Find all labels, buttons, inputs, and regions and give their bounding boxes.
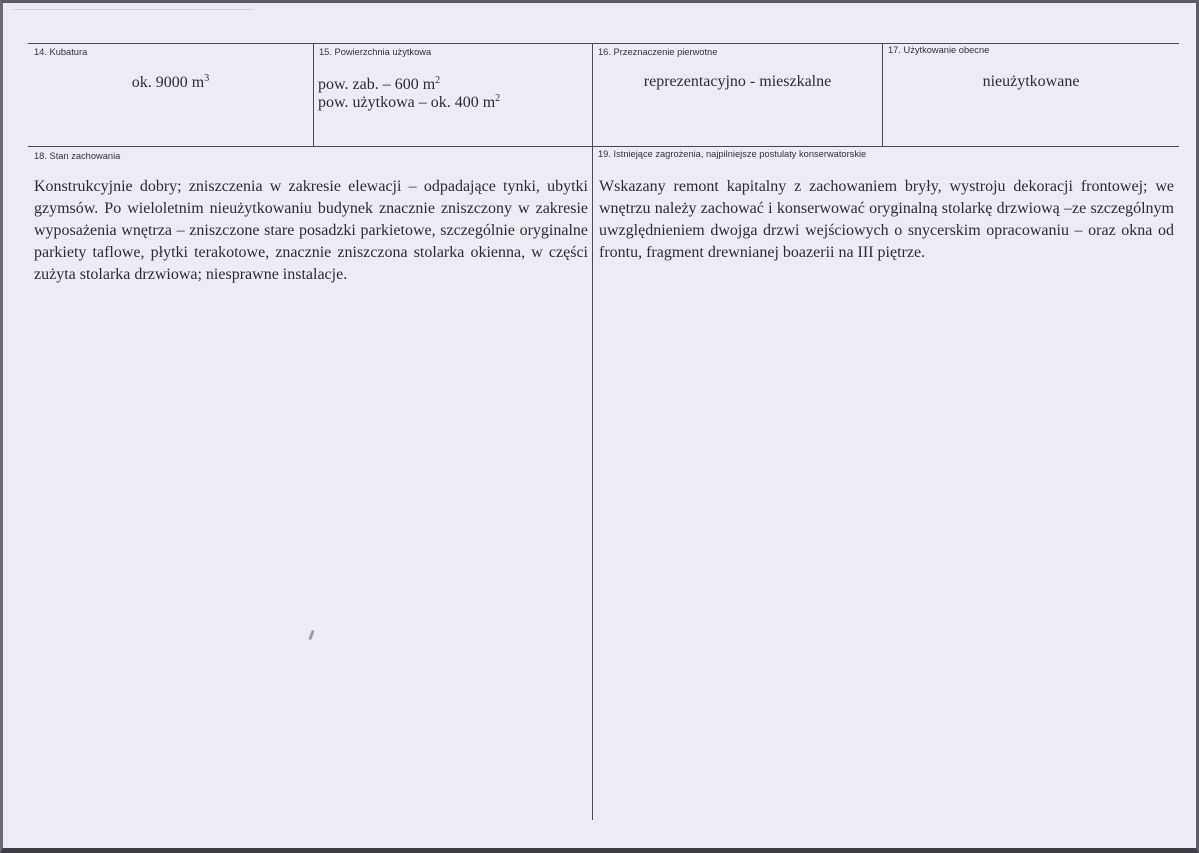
field-15-label: 15. Powierzchnia użytkowa <box>319 47 432 57</box>
col-divider-center <box>592 43 593 820</box>
field-15-line-2 <box>318 93 500 112</box>
field-17-value: nieużytkowane <box>982 73 1080 90</box>
field-14-value-unit-exp: 3 <box>204 73 210 84</box>
field-15-line-2-unit-exp: 2 <box>495 93 501 104</box>
field-14-label: 14. Kubatura <box>34 47 88 57</box>
col-divider-14-15 <box>313 43 314 146</box>
field-18-label: 18. Stan zachowania <box>34 151 121 161</box>
col-divider-16-17 <box>882 43 883 146</box>
field-19-label: 19. Istniejące zagrożenia, najpilniejsze postulaty konserwatorskie <box>598 149 867 159</box>
field-15-line-1-unit-exp: 2 <box>435 75 441 86</box>
field-14-value-text: ok. 9000 m <box>131 74 205 91</box>
scan-artifact <box>13 9 253 10</box>
top-border-line <box>28 43 1179 44</box>
field-16-label: 16. Przeznaczenie pierwotne <box>598 47 718 57</box>
field-15-line-1-text: pow. zab. – 600 m <box>318 76 436 93</box>
field-19-text: Wskazany remont kapitalny z zachowaniem bryły, wystroju dekoracji frontowej; we wnętrzu należy zachować i konserwować oryginalną stolarkę drzwiową –ze szczególnym uwzględnieniem dwojga drzwi wejściowych o snycerskim opracowaniu – oraz okna od frontu, fragment drewnianej boazerii na III piętrze. <box>599 178 1174 261</box>
field-18-text: Konstrukcyjnie dobry; zniszczenia w zakresie elewacji – odpadające tynki, ubytki gzymsów. Po wieloletnim nieużytkowaniu budynek znacznie zniszczony w zakresie wyposażenia wnętrza – zniszczone stare posadzki parkietowe, szczególnie oryginalne parkiety taflowe, płytki terakotowe, znacznie zniszczona stolarka okienna, w części zużyta stolarka drzwiowa; niesprawne instalacje. <box>34 178 588 283</box>
field-17-label: 17. Użytkowanie obecne <box>888 45 990 55</box>
field-15-line-1 <box>318 75 440 94</box>
row-divider-line <box>28 146 1179 147</box>
field-14-value <box>28 73 313 92</box>
field-16-value: reprezentacyjno - mieszkalne <box>643 73 832 90</box>
field-15-line-2-text: pow. użytkowa – ok. 400 m <box>318 94 496 111</box>
pencil-mark <box>308 630 314 640</box>
